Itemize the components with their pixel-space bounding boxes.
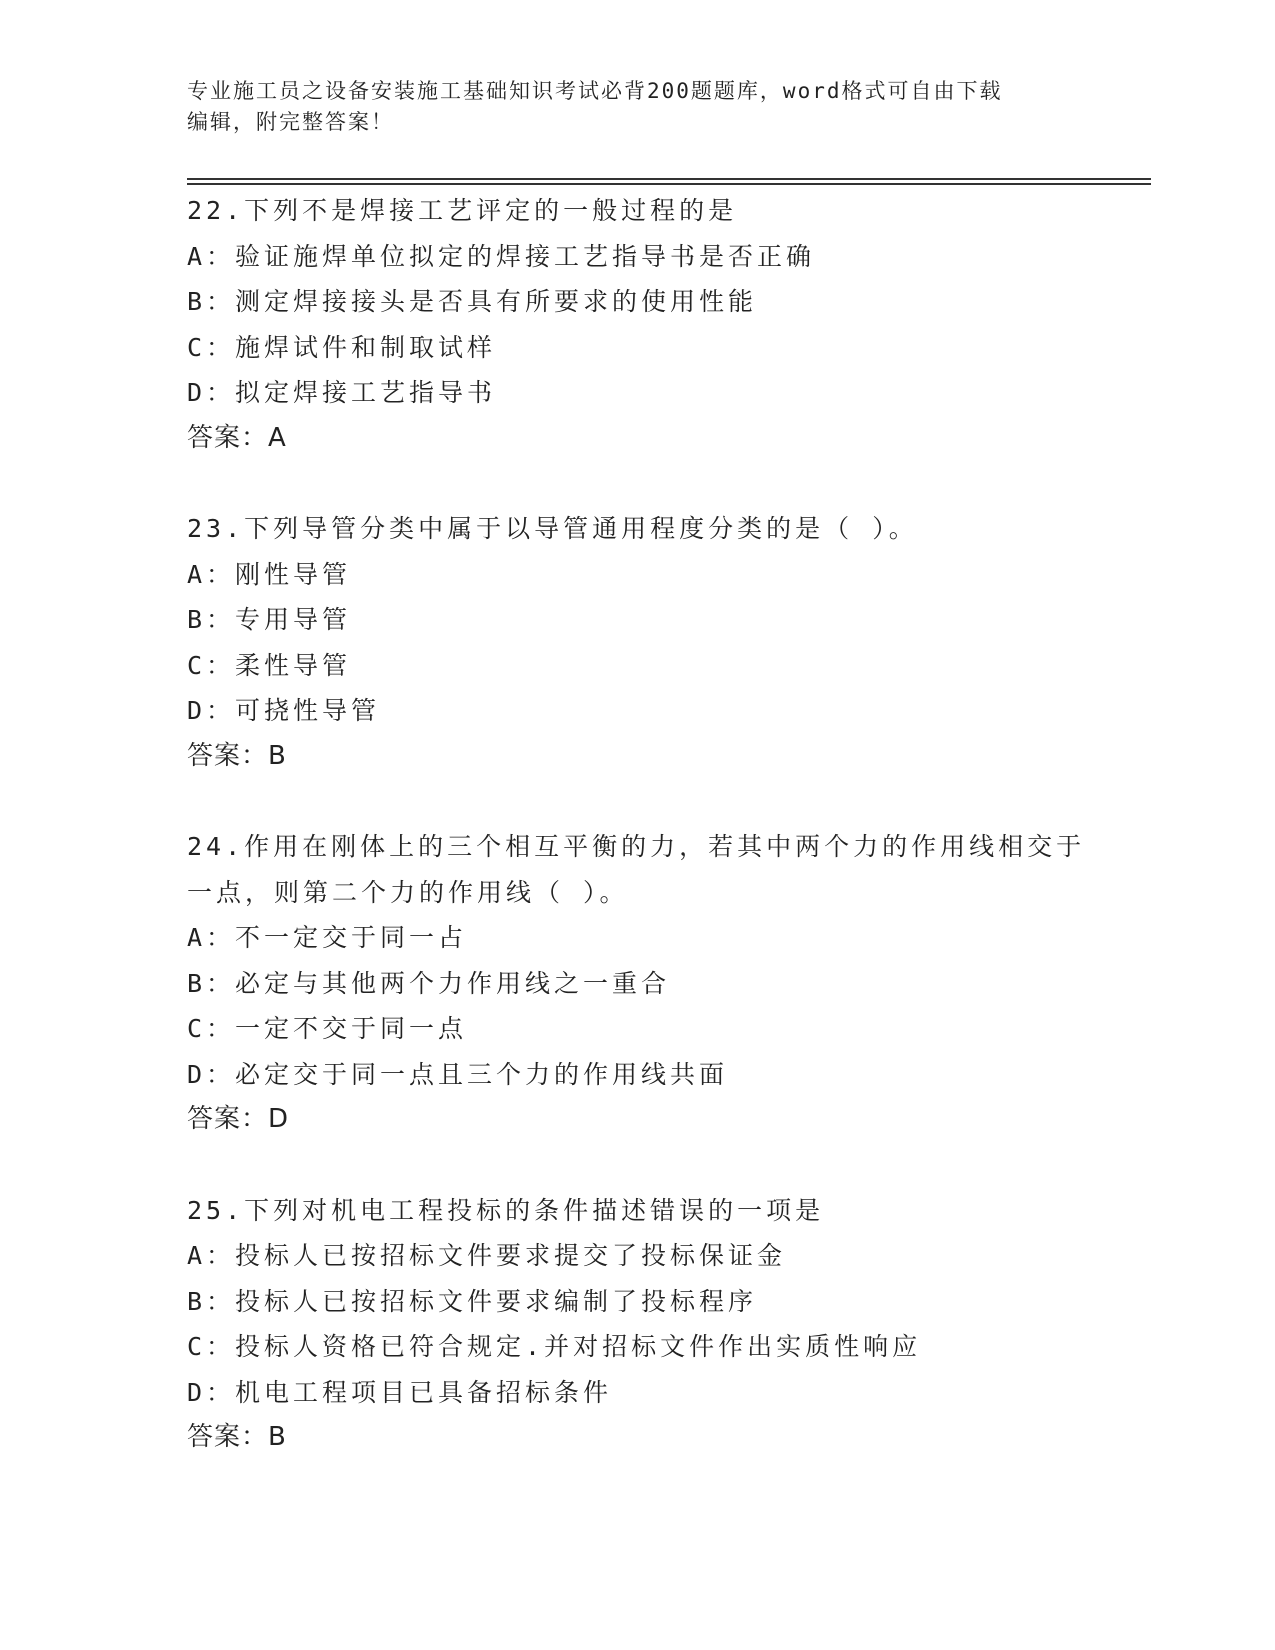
question-stem: 22.下列不是焊接工艺评定的一般过程的是 — [187, 196, 738, 225]
question-24 — [187, 824, 1087, 1143]
option-b: B：必定与其他两个力作用线之一重合 — [187, 968, 671, 998]
option-c: C：柔性导管 — [187, 650, 352, 680]
document-header — [187, 76, 1087, 138]
option-c: C：投标人资格已符合规定.并对招标文件作出实质性响应 — [187, 1332, 922, 1361]
option-d: D：必定交于同一点且三个力的作用线共面 — [187, 1059, 729, 1089]
question-23 — [187, 506, 1087, 779]
option-b: B：投标人已按招标文件要求编制了投标程序 — [187, 1286, 758, 1316]
answer-label: 答案：B — [187, 740, 287, 771]
option-c: C：施焊试件和制取试样 — [187, 332, 497, 362]
answer-label: 答案：D — [187, 1104, 290, 1134]
question-stem-line-2: 一点，则第二个力的作用线（ ）。 — [187, 877, 629, 907]
answer-label: 答案：B — [187, 1422, 287, 1452]
question-25 — [187, 1188, 1087, 1461]
option-a: A：刚性导管 — [187, 559, 352, 589]
option-d: D：机电工程项目已具备招标条件 — [187, 1377, 613, 1407]
option-a: A：验证施焊单位拟定的焊接工艺指导书是否正确 — [187, 241, 816, 271]
header-divider-top — [187, 178, 1151, 180]
option-d: D：可挠性导管 — [187, 696, 381, 725]
question-list — [187, 188, 1087, 1506]
question-stem: 25.下列对机电工程投标的条件描述错误的一项是 — [187, 1195, 825, 1225]
option-b: B：专用导管 — [187, 605, 352, 634]
header-title-line-2: 编辑，附完整答案！ — [187, 110, 394, 134]
answer-label: 答案：A — [187, 422, 287, 453]
question-stem-line-1: 24.作用在刚体上的三个相互平衡的力，若其中两个力的作用线相交于 — [187, 832, 1086, 861]
option-b: B：测定焊接接头是否具有所要求的使用性能 — [187, 287, 758, 316]
header-divider-bottom — [187, 183, 1151, 185]
option-c: C：一定不交于同一点 — [187, 1014, 468, 1043]
header-title-line-1: 专业施工员之设备安装施工基础知识考试必背200题题库，word格式可自由下载 — [187, 79, 1003, 103]
question-22 — [187, 188, 1087, 461]
option-a: A：不一定交于同一占 — [187, 923, 468, 952]
question-stem: 23.下列导管分类中属于以导管通用程度分类的是（ ）。 — [187, 514, 918, 543]
option-a: A：投标人已按招标文件要求提交了投标保证金 — [187, 1241, 787, 1270]
option-d: D：拟定焊接工艺指导书 — [187, 378, 497, 407]
